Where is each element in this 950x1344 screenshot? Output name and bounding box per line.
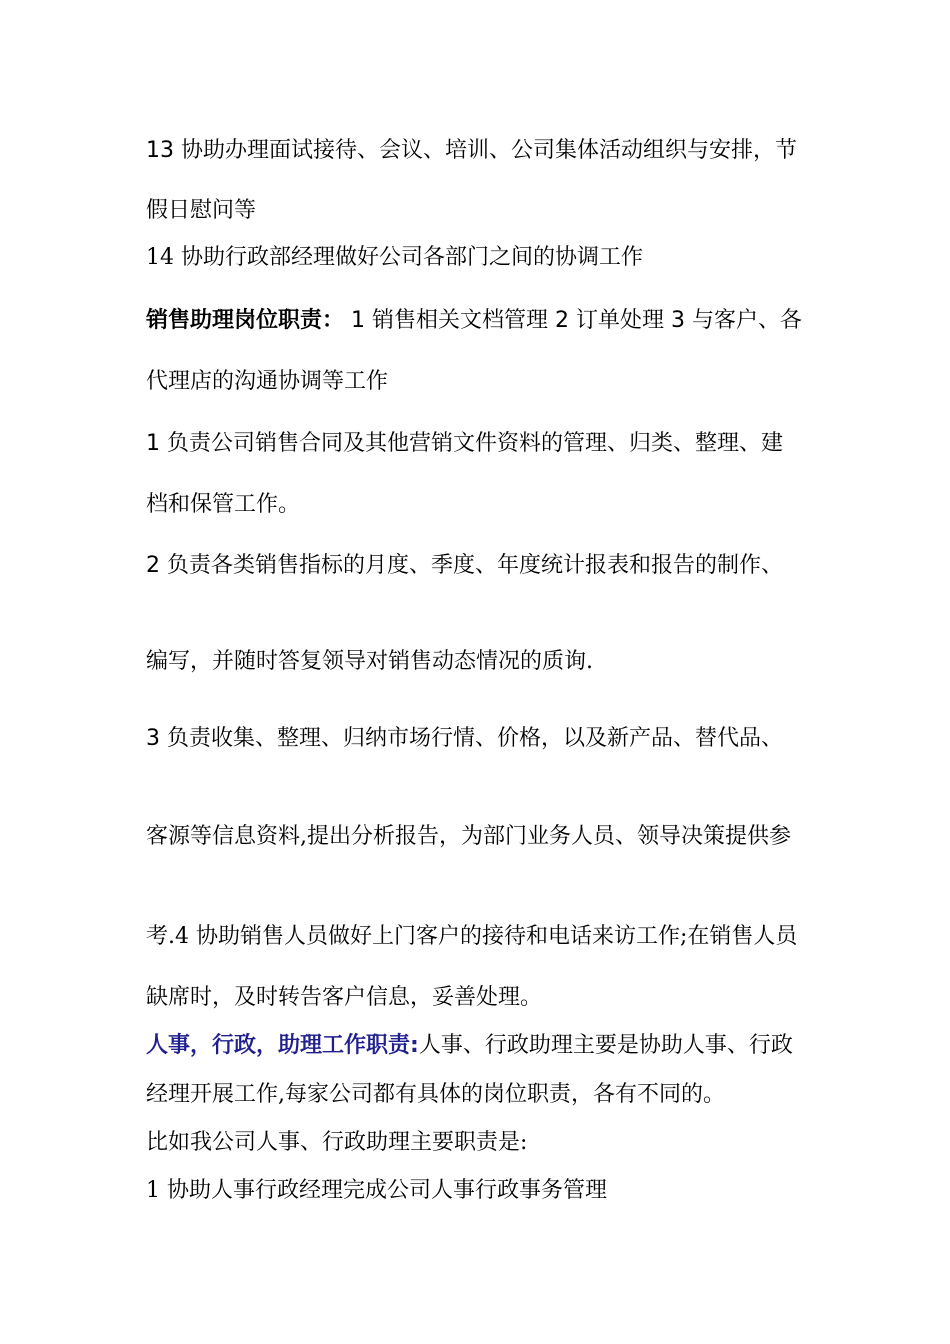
hr-admin-summary-cont: 经理开展工作,每家公司都有具体的岗位职责，各有不同的。 — [146, 1082, 725, 1107]
hr-admin-duty-1: 1 协助人事行政经理完成公司人事行政事务管理 — [146, 1178, 607, 1203]
hr-admin-summary: 人事、行政助理主要是协助人事、行政 — [418, 1033, 793, 1058]
sales-assistant-summary-cont: 代理店的沟通协调等工作 — [146, 369, 389, 394]
sales-duty-4-cont: 缺席时，及时转告客户信息，妥善处理。 — [146, 985, 543, 1010]
text-line-13-cont: 假日慰问等 — [146, 198, 257, 223]
sales-duty-3-cont: 客源等信息资料,提出分析报告，为部门业务人员、领导决策提供参 — [146, 824, 791, 849]
sales-duty-1: 1 负责公司销售合同及其他营销文件资料的管理、归类、整理、建 — [146, 431, 783, 456]
sales-duty-2-cont: 编写，并随时答复领导对销售动态情况的质询. — [146, 649, 593, 674]
sales-assistant-summary: 1 销售相关文档管理 2 订单处理 3 与客户、各 — [344, 308, 802, 333]
sales-assistant-heading: 销售助理岗位职责： — [146, 308, 345, 333]
sales-duty-3: 3 负责收集、整理、归纳市场行情、价格，以及新产品、替代品、 — [146, 726, 783, 751]
sales-duty-1-cont: 档和保管工作。 — [146, 492, 301, 517]
sales-assistant-heading-line — [146, 306, 802, 336]
text-line-13: 13 协助办理面试接待、会议、培训、公司集体活动组织与安排，节 — [146, 138, 797, 163]
hr-admin-intro: 比如我公司人事、行政助理主要职责是: — [146, 1130, 528, 1155]
hr-admin-heading: 人事，行政，助理工作职责: — [146, 1033, 419, 1058]
hr-admin-heading-line — [146, 1031, 793, 1061]
sales-duty-2: 2 负责各类销售指标的月度、季度、年度统计报表和报告的制作、 — [146, 553, 783, 578]
sales-duty-4: 考.4 协助销售人员做好上门客户的接待和电话来访工作;在销售人员 — [146, 924, 798, 949]
text-line-14: 14 协助行政部经理做好公司各部门之间的协调工作 — [146, 245, 643, 270]
